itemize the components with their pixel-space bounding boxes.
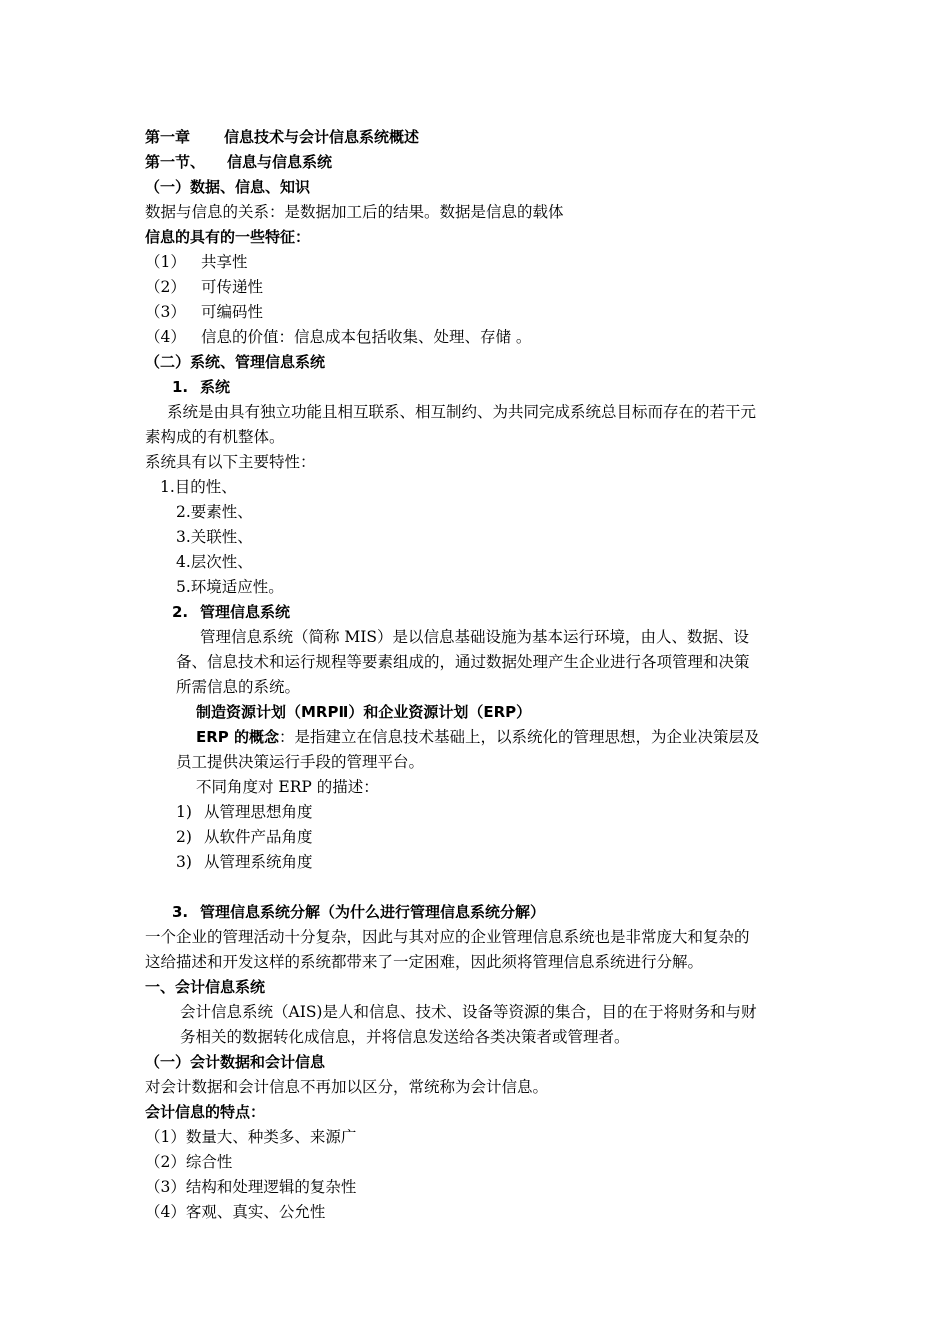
paragraph-ais-line1: 会计信息系统（AIS)是人和信息、技术、设备等资源的集合，目的在于将财务和与财 xyxy=(180,1003,757,1021)
list-text: 信息的价值：信息成本包括收集、处理、存储 。 xyxy=(201,328,532,346)
list-number: （3） xyxy=(145,303,186,321)
subsection-number: 2. xyxy=(172,603,189,621)
chapter-label: 第一章 xyxy=(145,128,191,146)
list-item: 3.关联性、 xyxy=(176,528,253,546)
list-text: 从软件产品角度 xyxy=(204,828,313,846)
subsection-system xyxy=(172,375,230,400)
list-number: 1) xyxy=(176,803,192,821)
paragraph-mis-line3: 所需信息的系统。 xyxy=(176,678,301,696)
subsection-number: 3. xyxy=(172,903,189,921)
subsection-mis xyxy=(172,600,290,625)
subsection-decomposition xyxy=(172,900,545,925)
list-item xyxy=(145,275,263,300)
list-item: （1）数量大、种类多、来源广 xyxy=(145,1128,357,1146)
list-text: 可编码性 xyxy=(201,303,264,321)
erp-definition: ：是指建立在信息技术基础上，以系统化的管理思想，为企业决策层及 xyxy=(279,728,760,746)
heading-mrp-erp: 制造资源计划（MRPⅡ）和企业资源计划（ERP） xyxy=(196,703,532,721)
list-item xyxy=(145,250,248,275)
list-number: （2） xyxy=(145,278,186,296)
list-item: 1.目的性、 xyxy=(160,478,237,496)
paragraph-mis-line2: 备、信息技术和运行规程等要素组成的，通过数据处理产生企业进行各项管理和决策 xyxy=(176,653,750,671)
list-item: 2.要素性、 xyxy=(176,503,253,521)
paragraph-erp-line1 xyxy=(196,725,760,750)
paragraph-mis-line1: 管理信息系统（简称 MIS）是以信息基础设施为基本运行环境，由人、数据、设 xyxy=(200,628,750,646)
list-number: 3) xyxy=(176,853,192,871)
list-item: （2）综合性 xyxy=(145,1153,233,1171)
list-text: 从管理系统角度 xyxy=(204,853,313,871)
list-item: （4）客观、真实、公允性 xyxy=(145,1203,326,1221)
list-item: 5.环境适应性。 xyxy=(176,578,284,596)
list-text: 共享性 xyxy=(201,253,248,271)
heading-accounting-features: 会计信息的特点： xyxy=(145,1103,266,1121)
list-item xyxy=(176,850,313,875)
heading-accounting-data: （一）会计数据和会计信息 xyxy=(145,1053,326,1071)
list-item xyxy=(176,800,313,825)
section-heading xyxy=(145,150,332,175)
paragraph-accounting-data: 对会计数据和会计信息不再加以区分，常统称为会计信息。 xyxy=(145,1078,549,1096)
list-text: 从管理思想角度 xyxy=(204,803,313,821)
chapter-title: 信息技术与会计信息系统概述 xyxy=(224,128,420,146)
list-number: （4） xyxy=(145,328,186,346)
subheading-data: （一）数据、信息、知识 xyxy=(145,178,311,196)
paragraph-decomp-line2: 这给描述和开发这样的系统都带来了一定困难，因此须将管理信息系统进行分解。 xyxy=(145,953,704,971)
paragraph-data-info: 数据与信息的关系：是数据加工后的结果。数据是信息的载体 xyxy=(145,203,564,221)
paragraph-ais-line2: 务相关的数据转化成信息，并将信息发送给各类决策者或管理者。 xyxy=(180,1028,630,1046)
subheading-features: 信息的具有的一些特征： xyxy=(145,228,311,246)
subsection-number: 1. xyxy=(172,378,189,396)
list-number: （1） xyxy=(145,253,186,271)
list-text: 可传递性 xyxy=(201,278,264,296)
paragraph-system-line1: 系统是由具有独立功能且相互联系、相互制约、为共同完成系统总目标而存在的若干元 xyxy=(167,403,757,421)
list-item xyxy=(145,300,263,325)
erp-term: ERP 的概念 xyxy=(196,728,280,746)
paragraph-system-line2: 素构成的有机整体。 xyxy=(145,428,285,446)
list-item: （3）结构和处理逻辑的复杂性 xyxy=(145,1178,357,1196)
subsection-title: 管理信息系统 xyxy=(200,603,291,621)
paragraph-system-props: 系统具有以下主要特性： xyxy=(145,453,316,471)
list-item xyxy=(145,325,531,350)
list-number: 2) xyxy=(176,828,192,846)
list-item: 4.层次性、 xyxy=(176,553,253,571)
list-item xyxy=(176,825,313,850)
heading-ais: 一、会计信息系统 xyxy=(145,978,266,996)
paragraph-erp-desc: 不同角度对 ERP 的描述： xyxy=(196,778,379,796)
subsection-title: 系统 xyxy=(200,378,231,396)
section-title: 信息与信息系统 xyxy=(227,153,333,171)
subsection-title: 管理信息系统分解（为什么进行管理信息系统分解） xyxy=(200,903,546,921)
section-label: 第一节、 xyxy=(145,153,206,171)
subheading-system: （二）系统、管理信息系统 xyxy=(145,353,326,371)
paragraph-erp-line2: 员工提供决策运行手段的管理平台。 xyxy=(176,753,425,771)
paragraph-decomp-line1: 一个企业的管理活动十分复杂，因此与其对应的企业管理信息系统也是非常庞大和复杂的 xyxy=(145,928,750,946)
chapter-heading xyxy=(145,125,419,150)
